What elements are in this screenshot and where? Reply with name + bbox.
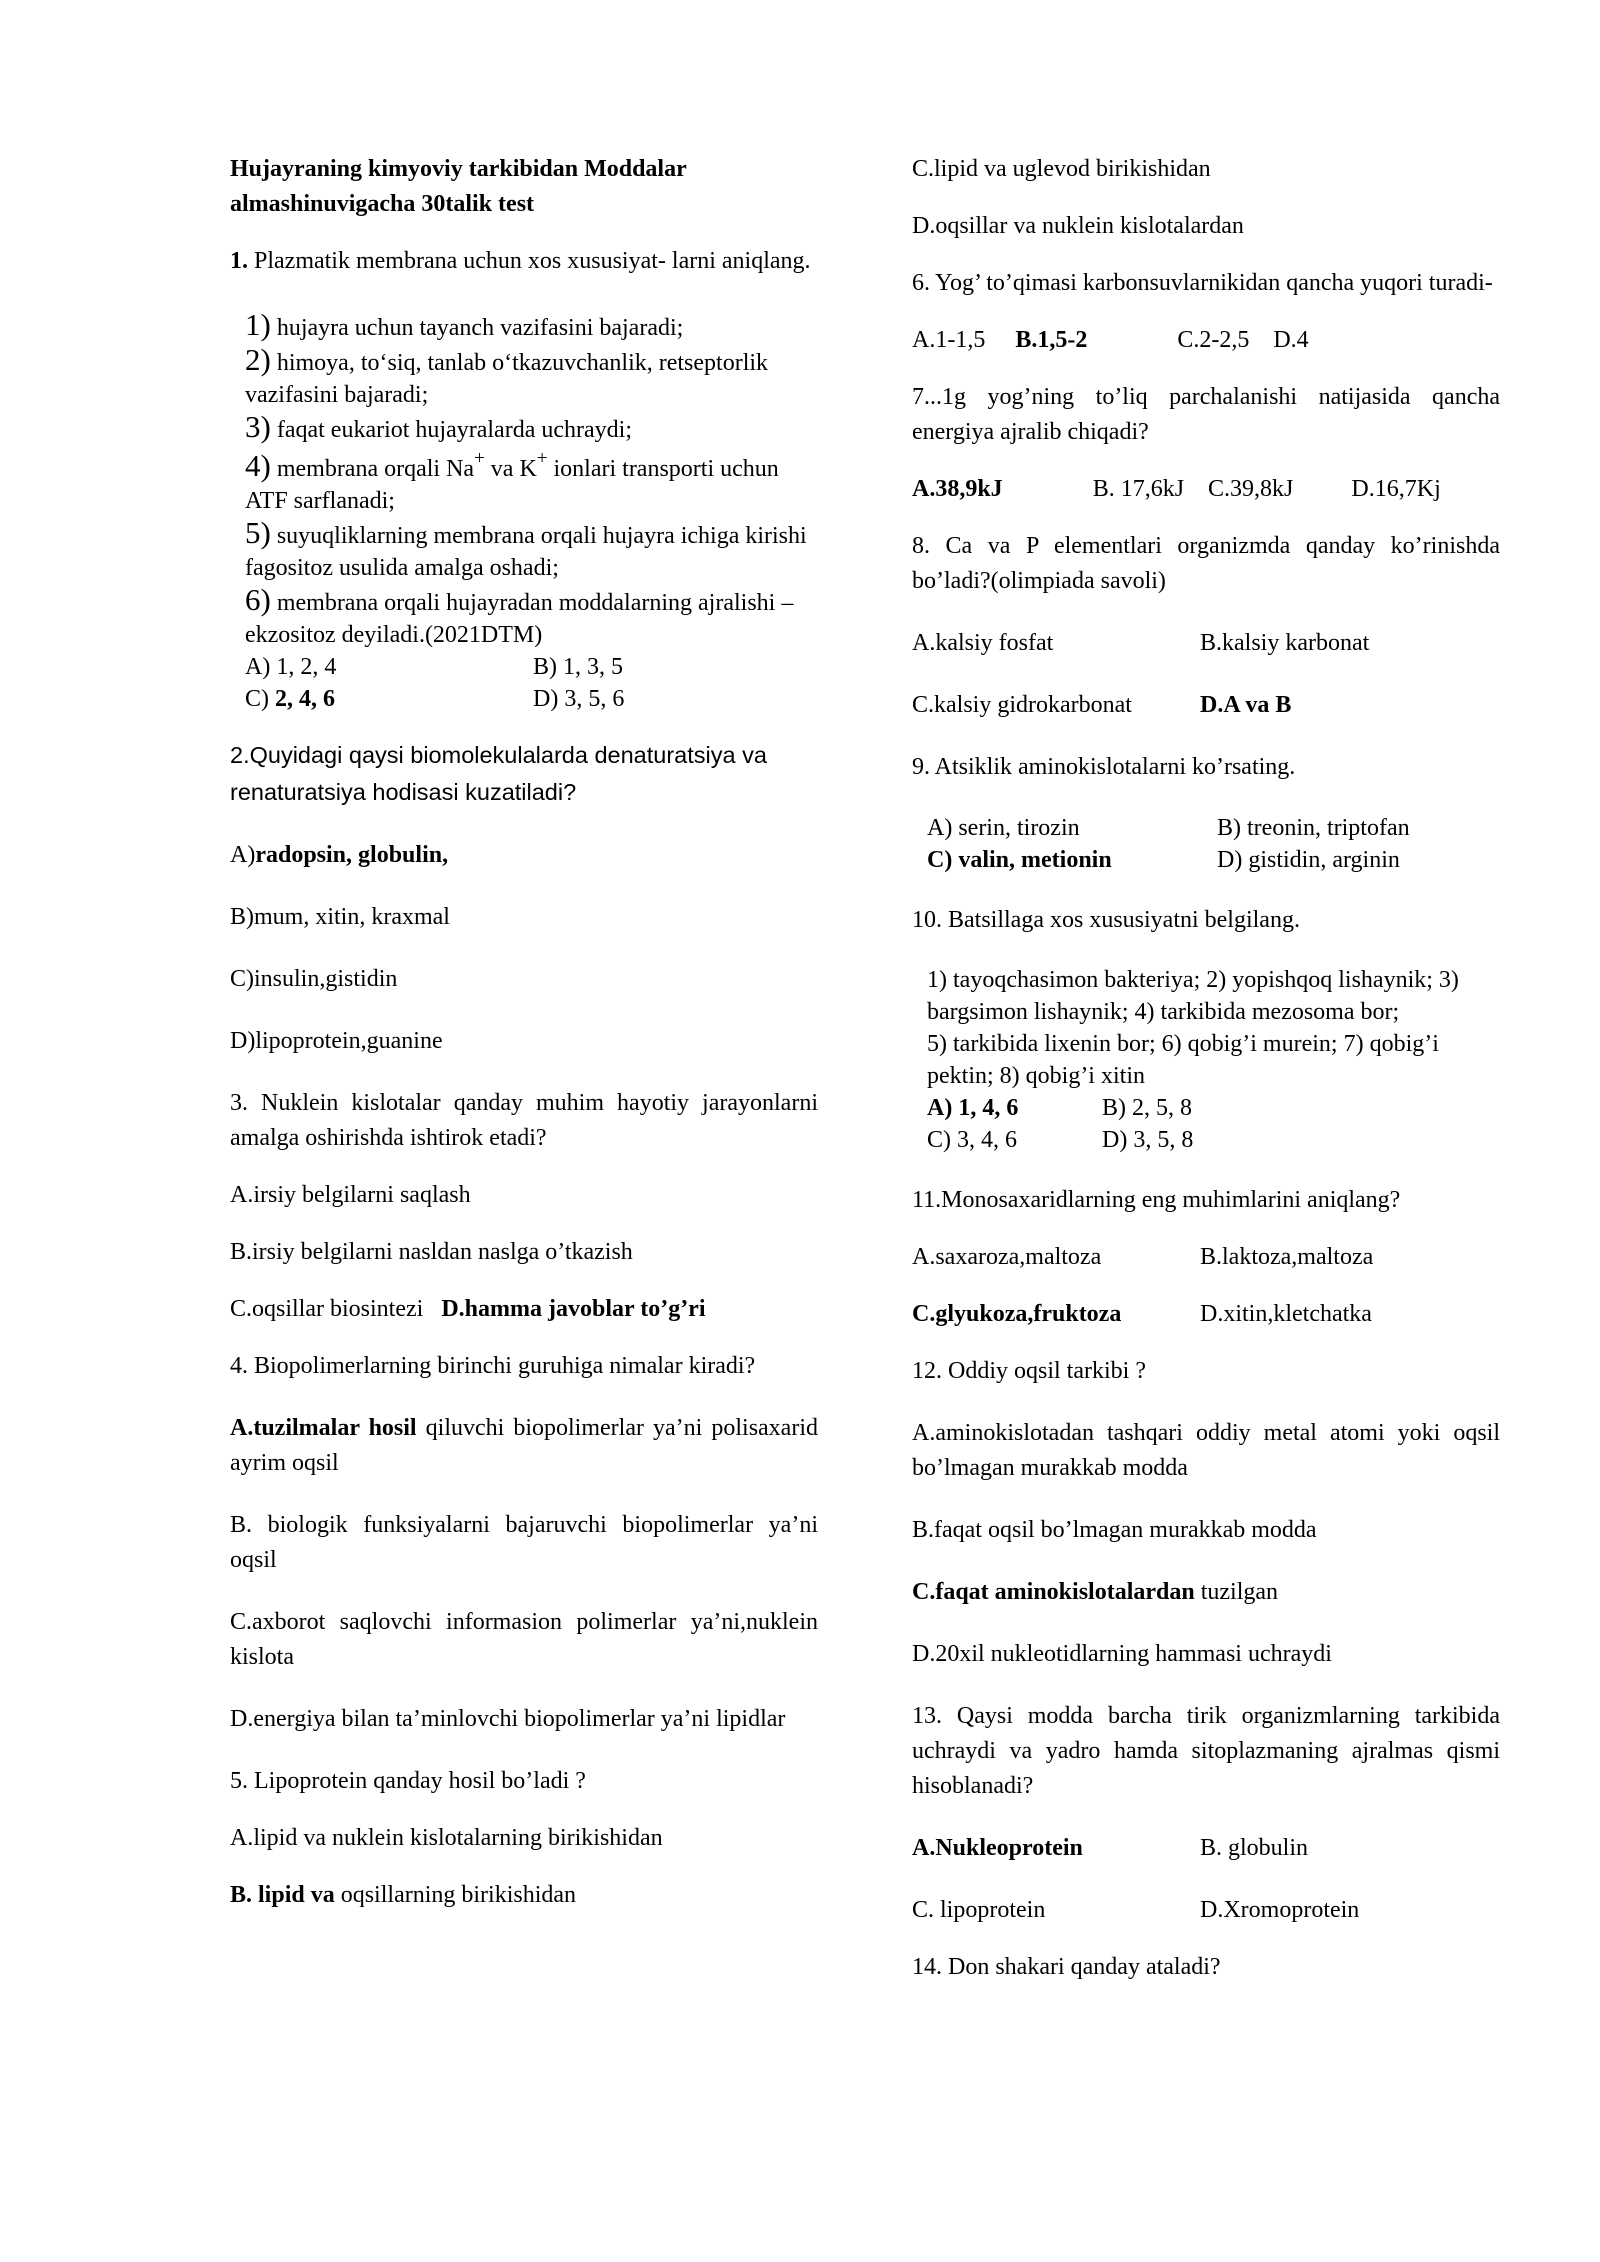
q2-option-a-prefix: A) (230, 842, 256, 868)
q2-option-a-answer: radopsin, globulin, (255, 842, 449, 868)
q9-options (912, 812, 1500, 876)
q4-option-d: D.energiya bilan ta’minlovchi biopolimerlar ya’ni lipidlar (230, 1706, 786, 1732)
q1-item-5-num: 5) (245, 515, 271, 550)
question-5: 5. Lipoprotein qanday hosil bo’ladi ? (230, 1768, 586, 1794)
q4-option-a (230, 1411, 818, 1481)
q13-option-c: C. lipoprotein (912, 1897, 1046, 1923)
question-14: 14. Don shakari qanday ataladi? (912, 1954, 1221, 1980)
q1-item-5-text: suyuqliklarning membrana orqali hujayra ichiga kirishi fagositoz usulida amalga oshadi; (245, 523, 807, 581)
q1-item-6-text: membrana orqali hujayradan moddalarning ajralishi – ekzositoz deyiladi.(2021DTM) (245, 590, 794, 648)
q1-item-2-num: 2) (245, 342, 271, 377)
q8-option-b: B.kalsiy karbonat (1200, 630, 1370, 656)
q11-options-row1 (912, 1240, 1500, 1275)
q10-options-row1 (927, 1092, 1500, 1124)
doc-title-line1: Hujayraning kimyoviy tarkibidan Moddalar (230, 156, 687, 182)
q1-items (230, 309, 818, 715)
q1-item-3-text: faqat eukariot hujayralarda uchraydi; (270, 417, 632, 443)
q13-option-b: B. globulin (1200, 1835, 1309, 1861)
q9-option-d: D) gistidin, arginin (1217, 847, 1400, 873)
q3-option-c: C.oqsillar biosintezi (230, 1296, 424, 1322)
q9-option-a: A) serin, tirozin (927, 815, 1080, 841)
q12-option-c (912, 1575, 1500, 1610)
q7-option-c: C.39,8kJ (1208, 476, 1294, 502)
q8-option-a: A.kalsiy fosfat (912, 630, 1054, 656)
q1-item-4-num: 4) (245, 448, 271, 483)
q10-items-1: 1) tayoqchasimon bakteriya; 2) yopishqoq lishaynik; 3) bargsimon lishaynik; 4) tarkibida mezosoma bor; (927, 967, 1459, 1025)
q5-option-b (230, 1878, 818, 1913)
q3-option-a: A.irsiy belgilarni saqlash (230, 1182, 471, 1208)
q7-option-d: D.16,7Kj (1351, 476, 1441, 502)
q1-option-b: B) 1, 3, 5 (533, 654, 623, 680)
q10-option-a: A) 1, 4, 6 (927, 1095, 1019, 1121)
q11-option-b: B.laktoza,maltoza (1200, 1244, 1374, 1270)
q1-item-1 (245, 309, 818, 344)
q1-option-d: D) 3, 5, 6 (533, 686, 625, 712)
q1-options-row2 (245, 683, 818, 715)
q5-option-b-rest: oqsillarning birikishidan (334, 1882, 577, 1908)
q6-option-b: B.1,5-2 (1015, 327, 1088, 353)
q1-option-a: A) 1, 2, 4 (245, 654, 337, 680)
question-12: 12. Oddiy oqsil tarkibi ? (912, 1358, 1146, 1384)
q9-option-c: C) valin, metionin (927, 847, 1112, 873)
q1-item-4-text-a: membrana orqali Na (270, 456, 475, 482)
q11-option-d: D.xitin,kletchatka (1200, 1301, 1372, 1327)
q13-options-row2 (912, 1893, 1500, 1928)
q10-option-d: D) 3, 5, 8 (1102, 1127, 1194, 1153)
right-column (912, 152, 1500, 1985)
q10-items-2: 5) tarkibida lixenin bor; 6) qobig’i murein; 7) qobig’i pektin; 8) qobig’i xitin (927, 1031, 1439, 1089)
question-8: 8. Ca va P elementlari organizmda qanday ko’rinishda bo’ladi?(olimpiada savoli) (912, 533, 1500, 594)
q10-body (912, 964, 1500, 1156)
q7-option-b: B. 17,6kJ (1092, 476, 1185, 502)
q2-option-a (230, 838, 818, 873)
q1-item-4-text-c: ionlari transporti uchun ATF sarflanadi; (245, 456, 779, 514)
q1-option-c (245, 683, 533, 715)
q1-item-6-num: 6) (245, 582, 271, 617)
q1-options-row1 (245, 651, 818, 683)
question-6: 6. Yog’ to’qimasi karbonsuvlarnikidan qancha yuqori turadi- (912, 270, 1493, 296)
q1-item-1-text: hujayra uchun tayanch vazifasini bajaradi; (270, 315, 684, 341)
q9-options-row1 (927, 812, 1500, 844)
left-column (230, 152, 818, 1913)
question-11: 11.Monosaxaridlarning eng muhimlarini aniqlang? (912, 1187, 1401, 1213)
question-13: 13. Qaysi modda barcha tirik organizmlarning tarkibida uchraydi va yadro hamda sitoplazmaning ajralmas qismi hisoblanadi? (912, 1703, 1500, 1799)
q3-options-cd (230, 1292, 818, 1327)
q10-option-c: C) 3, 4, 6 (927, 1127, 1017, 1153)
q1-item-3 (245, 411, 818, 446)
q3-option-b: B.irsiy belgilarni nasldan naslga o’tkazish (230, 1239, 633, 1265)
q12-option-b: B.faqat oqsil bo’lmagan murakkab modda (912, 1517, 1317, 1543)
q12-option-c-rest: tuzilgan (1194, 1579, 1279, 1605)
q10-option-b: B) 2, 5, 8 (1102, 1095, 1192, 1121)
q6-option-c: C.2-2,5 (1177, 327, 1250, 353)
q1-item-4-sup2: + (536, 448, 548, 469)
q4-option-a-rest: qiluvchi biopolimerlar ya’ni polisaxarid ayrim oqsil (230, 1415, 818, 1476)
question-10: 10. Batsillaga xos xususiyatni belgilang. (912, 907, 1300, 933)
q1-item-5 (245, 517, 818, 584)
question-2: 2.Quyidagi qaysi biomolekulalarda denaturatsiya va renaturatsiya hodisasi kuzatiladi? (230, 742, 767, 805)
q12-option-d: D.20xil nukleotidlarning hammasi uchraydi (912, 1641, 1332, 1667)
q1-text: Plazmatik membrana uchun xos xususiyat- larni aniqlang. (248, 248, 811, 274)
q11-options-row2 (912, 1297, 1500, 1332)
q4-option-b: B. biologik funksiyalarni bajaruvchi biopolimerlar ya’ni oqsil (230, 1512, 818, 1573)
q11-option-a: A.saxaroza,maltoza (912, 1244, 1102, 1270)
q12-option-c-answer: C.faqat aminokislotalardan (912, 1579, 1195, 1605)
question-4: 4. Biopolimerlarning birinchi guruhiga nimalar kiradi? (230, 1353, 756, 1379)
q8-option-d: D.A va B (1200, 692, 1292, 718)
q13-option-d: D.Xromoprotein (1200, 1897, 1360, 1923)
q1-item-1-num: 1) (245, 307, 271, 342)
question-3: 3. Nuklein kislotalar qanday muhim hayotiy jarayonlarni amalga oshirishda ishtirok etadi? (230, 1090, 818, 1151)
q2-option-c: C)insulin,gistidin (230, 966, 398, 992)
q6-option-a: A.1-1,5 (912, 327, 986, 353)
q5-option-b-answer: B. lipid va (230, 1882, 335, 1908)
q10-options-row2 (927, 1124, 1500, 1156)
q8-options-row1 (912, 626, 1500, 661)
question-7: 7...1g yog’ning to’liq parchalanishi natijasida qancha energiya ajralib chiqadi? (912, 384, 1500, 445)
q11-option-c: C.glyukoza,fruktoza (912, 1301, 1122, 1327)
q2-option-b: B)mum, xitin, kraxmal (230, 904, 450, 930)
q5-option-c: C.lipid va uglevod birikishidan (912, 156, 1211, 182)
question-9: 9. Atsiklik aminokislotalarni ko’rsating. (912, 754, 1296, 780)
q1-number: 1. (230, 248, 248, 274)
q1-option-c-answer: 2, 4, 6 (275, 686, 335, 712)
q8-option-c: C.kalsiy gidrokarbonat (912, 692, 1132, 718)
q9-options-row2 (927, 844, 1500, 876)
q6-options (912, 323, 1500, 358)
q1-option-c-prefix: C) (245, 686, 275, 712)
q1-item-4 (245, 450, 818, 517)
q1-item-2 (245, 344, 818, 411)
q7-option-a: A.38,9kJ (912, 476, 1003, 502)
q1-item-3-num: 3) (245, 409, 271, 444)
q3-option-d: D.hamma javoblar to’g’ri (441, 1296, 706, 1322)
q7-options (912, 472, 1500, 507)
q1-item-6 (245, 584, 818, 651)
q1-item-4-sup1: + (474, 448, 485, 469)
q4-option-a-answer: A.tuzilmalar hosil (230, 1415, 417, 1441)
q9-option-b: B) treonin, triptofan (1217, 815, 1410, 841)
q1-item-2-text: himoya, to‘siq, tanlab o‘tkazuvchanlik, retseptorlik vazifasini bajaradi; (245, 350, 769, 408)
q4-option-c: C.axborot saqlovchi informasion polimerlar ya’ni,nuklein kislota (230, 1609, 818, 1670)
question-1 (230, 244, 818, 279)
q13-option-a: A.Nukleoprotein (912, 1835, 1083, 1861)
q5-option-d: D.oqsillar va nuklein kislotalardan (912, 213, 1244, 239)
doc-title-line2: almashinuvigacha 30talik test (230, 191, 535, 217)
q1-item-4-text-b: va K (484, 456, 537, 482)
q5-option-a: A.lipid va nuklein kislotalarning birikishidan (230, 1825, 663, 1851)
q6-option-d: D.4 (1273, 327, 1309, 353)
q2-option-d: D)lipoprotein,guanine (230, 1028, 443, 1054)
q12-option-a: A.aminokislotadan tashqari oddiy metal atomi yoki oqsil bo’lmagan murakkab modda (912, 1420, 1500, 1481)
q8-options-row2 (912, 688, 1500, 723)
q13-options-row1 (912, 1831, 1500, 1866)
